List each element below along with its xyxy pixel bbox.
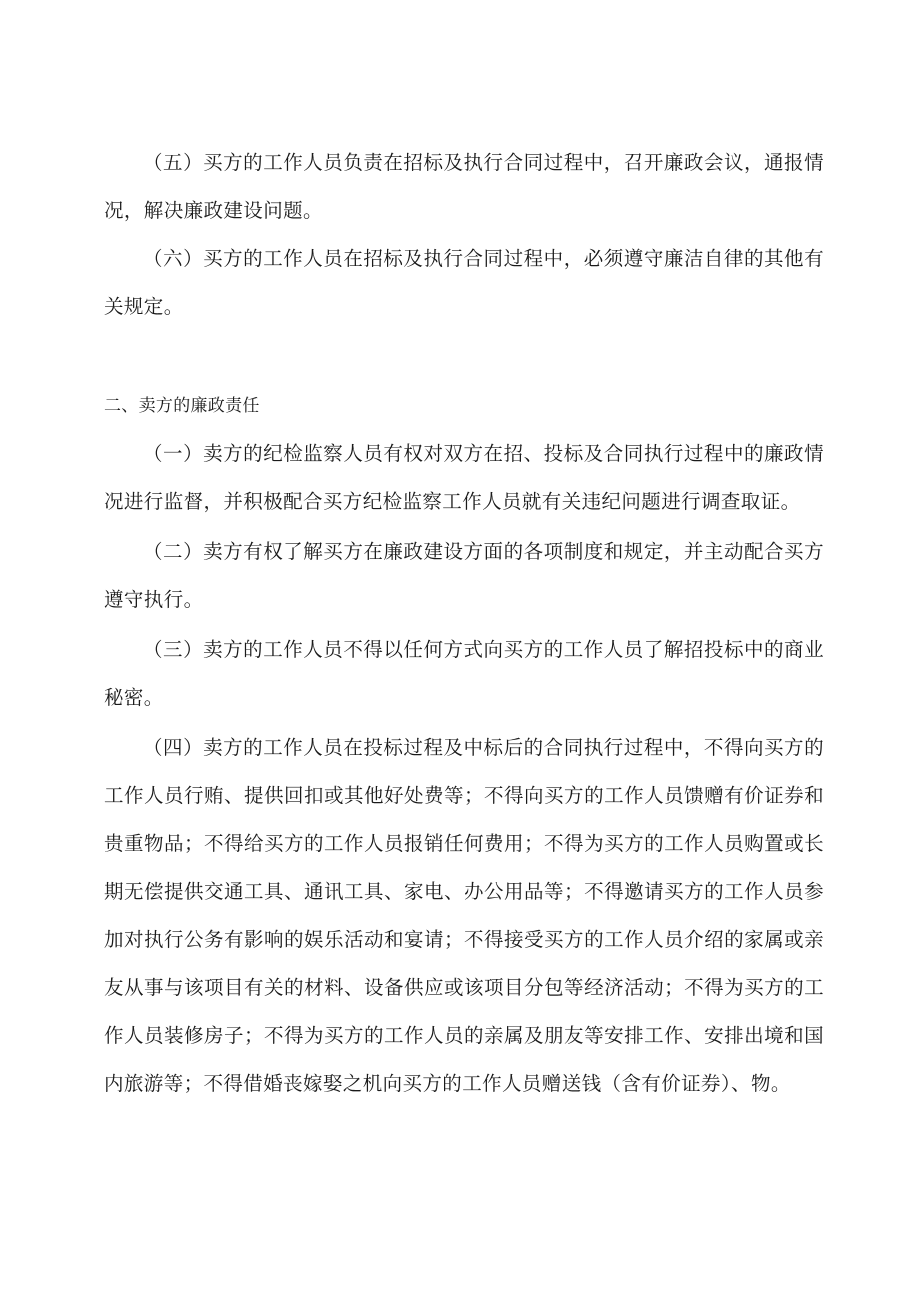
seller-item-2: （二）卖方有权了解买方在廉政建设方面的各项制度和规定，并主动配合买方遵守执行。: [104, 540, 824, 611]
section-heading: 二、卖方的廉政责任: [104, 396, 260, 416]
seller-item-4: （四）卖方的工作人员在投标过程及中标后的合同执行过程中，不得向买方的工作人员行贿、提供回扣或其他好处费等；不得向买方的工作人员馈赠有价证券和贵重物品；不得给买方的工作人员报销任何费用；不得为买方的工作人员购置或长期无偿提供交通工具、通讯工具、家电、办公用品等；不得邀请买方的工作人员参加对执行公务有影响的娱乐活动和宴请；不得接受买方的工作人员介绍的家属或亲友从事与该项目有关的材料、设备供应或该项目分包等经济活动；不得为买方的工作人员装修房子；不得为买方的工作人员的亲属及朋友等安排工作、安排出境和国内旅游等；不得借婚丧嫁娶之机向买方的工作人员赠送钱（含有价证券）、物。: [104, 736, 824, 1095]
seller-item-1: （一）卖方的纪检监察人员有权对双方在招、投标及合同执行过程中的廉政情况进行监督，并积极配合买方纪检监察工作人员就有关违纪问题进行调查取证。: [104, 442, 824, 513]
seller-item-3: （三）卖方的工作人员不得以任何方式向买方的工作人员了解招投标中的商业秘密。: [104, 638, 824, 709]
buyer-item-6: （六）买方的工作人员在招标及执行合同过程中，必须遵守廉洁自律的其他有关规定。: [104, 247, 824, 318]
buyer-item-5: （五）买方的工作人员负责在招标及执行合同过程中，召开廉政会议，通报情况，解决廉政建设问题。: [104, 151, 824, 222]
